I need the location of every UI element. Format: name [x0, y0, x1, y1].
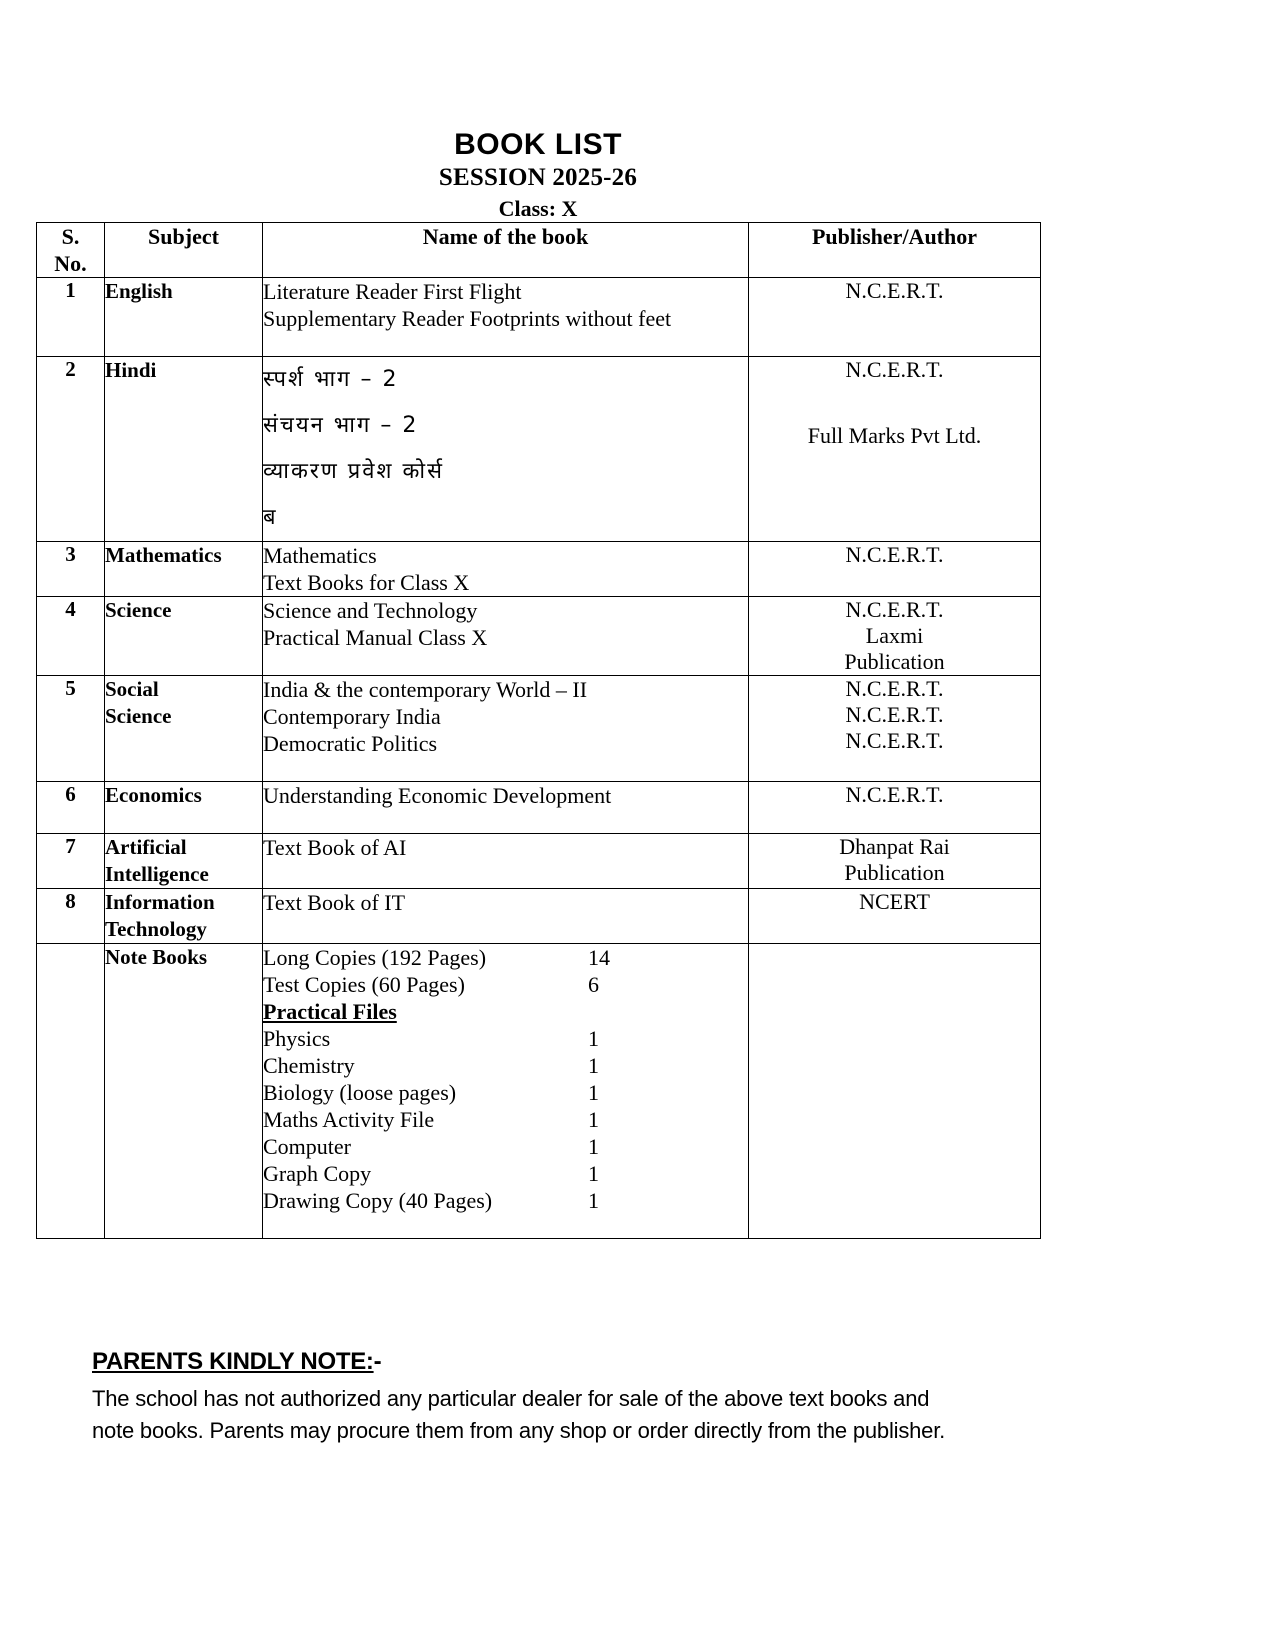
cell-subject: Economics	[105, 782, 263, 834]
cell-publishers	[749, 278, 1041, 357]
cell-serial-number: 8	[37, 889, 105, 944]
cell-book-names	[263, 597, 749, 676]
table-row	[37, 357, 1041, 542]
cell-publishers	[749, 597, 1041, 676]
publisher-name: Publication	[844, 860, 945, 885]
parents-note	[92, 1347, 1032, 1447]
table-row	[37, 782, 1041, 834]
document-heading	[36, 128, 1040, 224]
cell-serial-number: 2	[37, 357, 105, 542]
cell-publishers	[749, 782, 1041, 834]
book-title: Understanding Economic Development	[263, 783, 612, 808]
table-row	[37, 676, 1041, 782]
subject-line: Information	[105, 890, 215, 914]
practical-file-qty: 1	[588, 1161, 599, 1186]
cell-subject: English	[105, 278, 263, 357]
publisher-name: N.C.E.R.T.	[845, 702, 944, 727]
table-row	[37, 597, 1041, 676]
subject-line: Science	[105, 704, 172, 728]
publisher-name: N.C.E.R.T.	[845, 357, 944, 382]
book-title: Mathematics	[263, 543, 377, 568]
subject-line: Social	[105, 677, 159, 701]
book-title: Text Book of IT	[263, 890, 406, 915]
parents-note-body	[92, 1383, 1032, 1447]
publisher-name: N.C.E.R.T.	[845, 597, 944, 622]
header-serial-number	[37, 223, 105, 278]
book-title: Contemporary India	[263, 704, 441, 729]
cell-book-names	[263, 357, 749, 542]
cell-book-names	[263, 278, 749, 357]
publisher-name: N.C.E.R.T.	[845, 676, 944, 701]
book-list-table	[36, 222, 1041, 1239]
header-book-name: Name of the book	[263, 223, 749, 278]
table-row	[37, 278, 1041, 357]
publisher-name: Laxmi	[865, 623, 924, 648]
practical-file-item	[263, 1025, 748, 1052]
cell-publishers	[749, 357, 1041, 542]
note-book-qty: 14	[588, 945, 610, 970]
book-title: व्याकरण प्रवेश कोर्स	[263, 459, 444, 484]
publisher-name: N.C.E.R.T.	[845, 542, 944, 567]
book-title: Text Books for Class X	[263, 570, 470, 595]
practical-file-item	[263, 1106, 748, 1133]
class-subtitle: Class: X	[498, 196, 578, 221]
practical-file-qty: 1	[588, 1053, 599, 1078]
cell-publishers	[749, 944, 1041, 1239]
parents-note-title	[92, 1347, 1032, 1377]
cell-publishers	[749, 834, 1041, 889]
parents-note-body-line: The school has not authorized any particular dealer for sale of the above text books and	[92, 1386, 930, 1411]
note-book-qty: 6	[588, 972, 599, 997]
header-serial-line2: No.	[54, 251, 87, 276]
cell-subject: Science	[105, 597, 263, 676]
cell-book-names	[263, 676, 749, 782]
note-book-label: Long Copies (192 Pages)	[263, 945, 487, 970]
subject-line: Technology	[105, 917, 207, 941]
table-row	[37, 889, 1041, 944]
note-book-item	[263, 971, 748, 998]
practical-file-label: Chemistry	[263, 1053, 355, 1078]
cell-subject: Mathematics	[105, 542, 263, 597]
practical-file-qty: 1	[588, 1188, 599, 1213]
cell-serial-number: 4	[37, 597, 105, 676]
publisher-name: Full Marks Pvt Ltd.	[807, 423, 982, 448]
cell-publishers	[749, 889, 1041, 944]
parents-note-title-underlined: PARENTS KINDLY NOTE:	[92, 1348, 374, 1375]
book-title: Supplementary Reader Footprints without feet	[263, 306, 672, 331]
table-row-note-books	[37, 944, 1041, 1239]
practical-file-label: Computer	[263, 1134, 351, 1159]
practical-file-label: Drawing Copy (40 Pages)	[263, 1188, 493, 1213]
publisher-name: Dhanpat Rai	[839, 834, 950, 859]
cell-serial-number: 5	[37, 676, 105, 782]
cell-subject	[105, 834, 263, 889]
practical-file-qty: 1	[588, 1026, 599, 1051]
publisher-name: NCERT	[859, 889, 930, 914]
practical-file-item	[263, 1052, 748, 1079]
practical-file-label: Physics	[263, 1026, 331, 1051]
cell-subject: Note Books	[105, 944, 263, 1239]
practical-files-heading: Practical Files	[263, 999, 397, 1024]
book-title: ब	[263, 505, 278, 530]
practical-file-item	[263, 1187, 748, 1214]
practical-file-item	[263, 1133, 748, 1160]
cell-subject: Hindi	[105, 357, 263, 542]
parents-note-title-suffix: -	[373, 1348, 382, 1375]
book-title: Science and Technology	[263, 598, 478, 623]
cell-subject	[105, 889, 263, 944]
practical-file-item	[263, 1079, 748, 1106]
note-book-item	[263, 944, 748, 971]
publisher-name: Publication	[844, 649, 945, 674]
publisher-name: N.C.E.R.T.	[845, 728, 944, 753]
cell-book-names	[263, 834, 749, 889]
cell-serial-number: 1	[37, 278, 105, 357]
cell-book-names	[263, 889, 749, 944]
subject-line: Artificial	[105, 835, 187, 859]
practical-file-label: Maths Activity File	[263, 1107, 435, 1132]
book-title: स्पर्श भाग – 2	[263, 367, 399, 392]
cell-publishers	[749, 542, 1041, 597]
header-publisher: Publisher/Author	[749, 223, 1041, 278]
header-subject: Subject	[105, 223, 263, 278]
cell-book-names	[263, 782, 749, 834]
header-serial-line1: S.	[61, 224, 80, 249]
book-title: Practical Manual Class X	[263, 625, 488, 650]
cell-serial-number: 6	[37, 782, 105, 834]
publisher-name: N.C.E.R.T.	[845, 278, 944, 303]
practical-file-label: Biology (loose pages)	[263, 1080, 457, 1105]
cell-publishers	[749, 676, 1041, 782]
note-book-label: Test Copies (60 Pages)	[263, 972, 465, 997]
table-row	[37, 542, 1041, 597]
book-title: संचयन भाग – 2	[263, 413, 419, 438]
practical-file-qty: 1	[588, 1080, 599, 1105]
subject-line: Intelligence	[105, 862, 209, 886]
table-row	[37, 834, 1041, 889]
session-subtitle: SESSION 2025-26	[438, 164, 638, 191]
publisher-name: N.C.E.R.T.	[845, 782, 944, 807]
book-title: Literature Reader First Flight	[263, 279, 522, 304]
book-title: Text Book of AI	[263, 835, 407, 860]
cell-serial-number	[37, 944, 105, 1239]
table-header-row	[37, 223, 1041, 278]
practical-file-item	[263, 1160, 748, 1187]
cell-book-names	[263, 542, 749, 597]
cell-serial-number: 3	[37, 542, 105, 597]
page-title: BOOK LIST	[454, 128, 622, 161]
book-title: Democratic Politics	[263, 731, 438, 756]
book-title: India & the contemporary World – II	[263, 677, 588, 702]
cell-note-books-items	[263, 944, 749, 1239]
cell-subject	[105, 676, 263, 782]
practical-file-qty: 1	[588, 1134, 599, 1159]
cell-serial-number: 7	[37, 834, 105, 889]
parents-note-body-line: note books. Parents may procure them from any shop or order directly from the publisher.	[92, 1418, 946, 1443]
practical-file-label: Graph Copy	[263, 1161, 372, 1186]
practical-file-qty: 1	[588, 1107, 599, 1132]
